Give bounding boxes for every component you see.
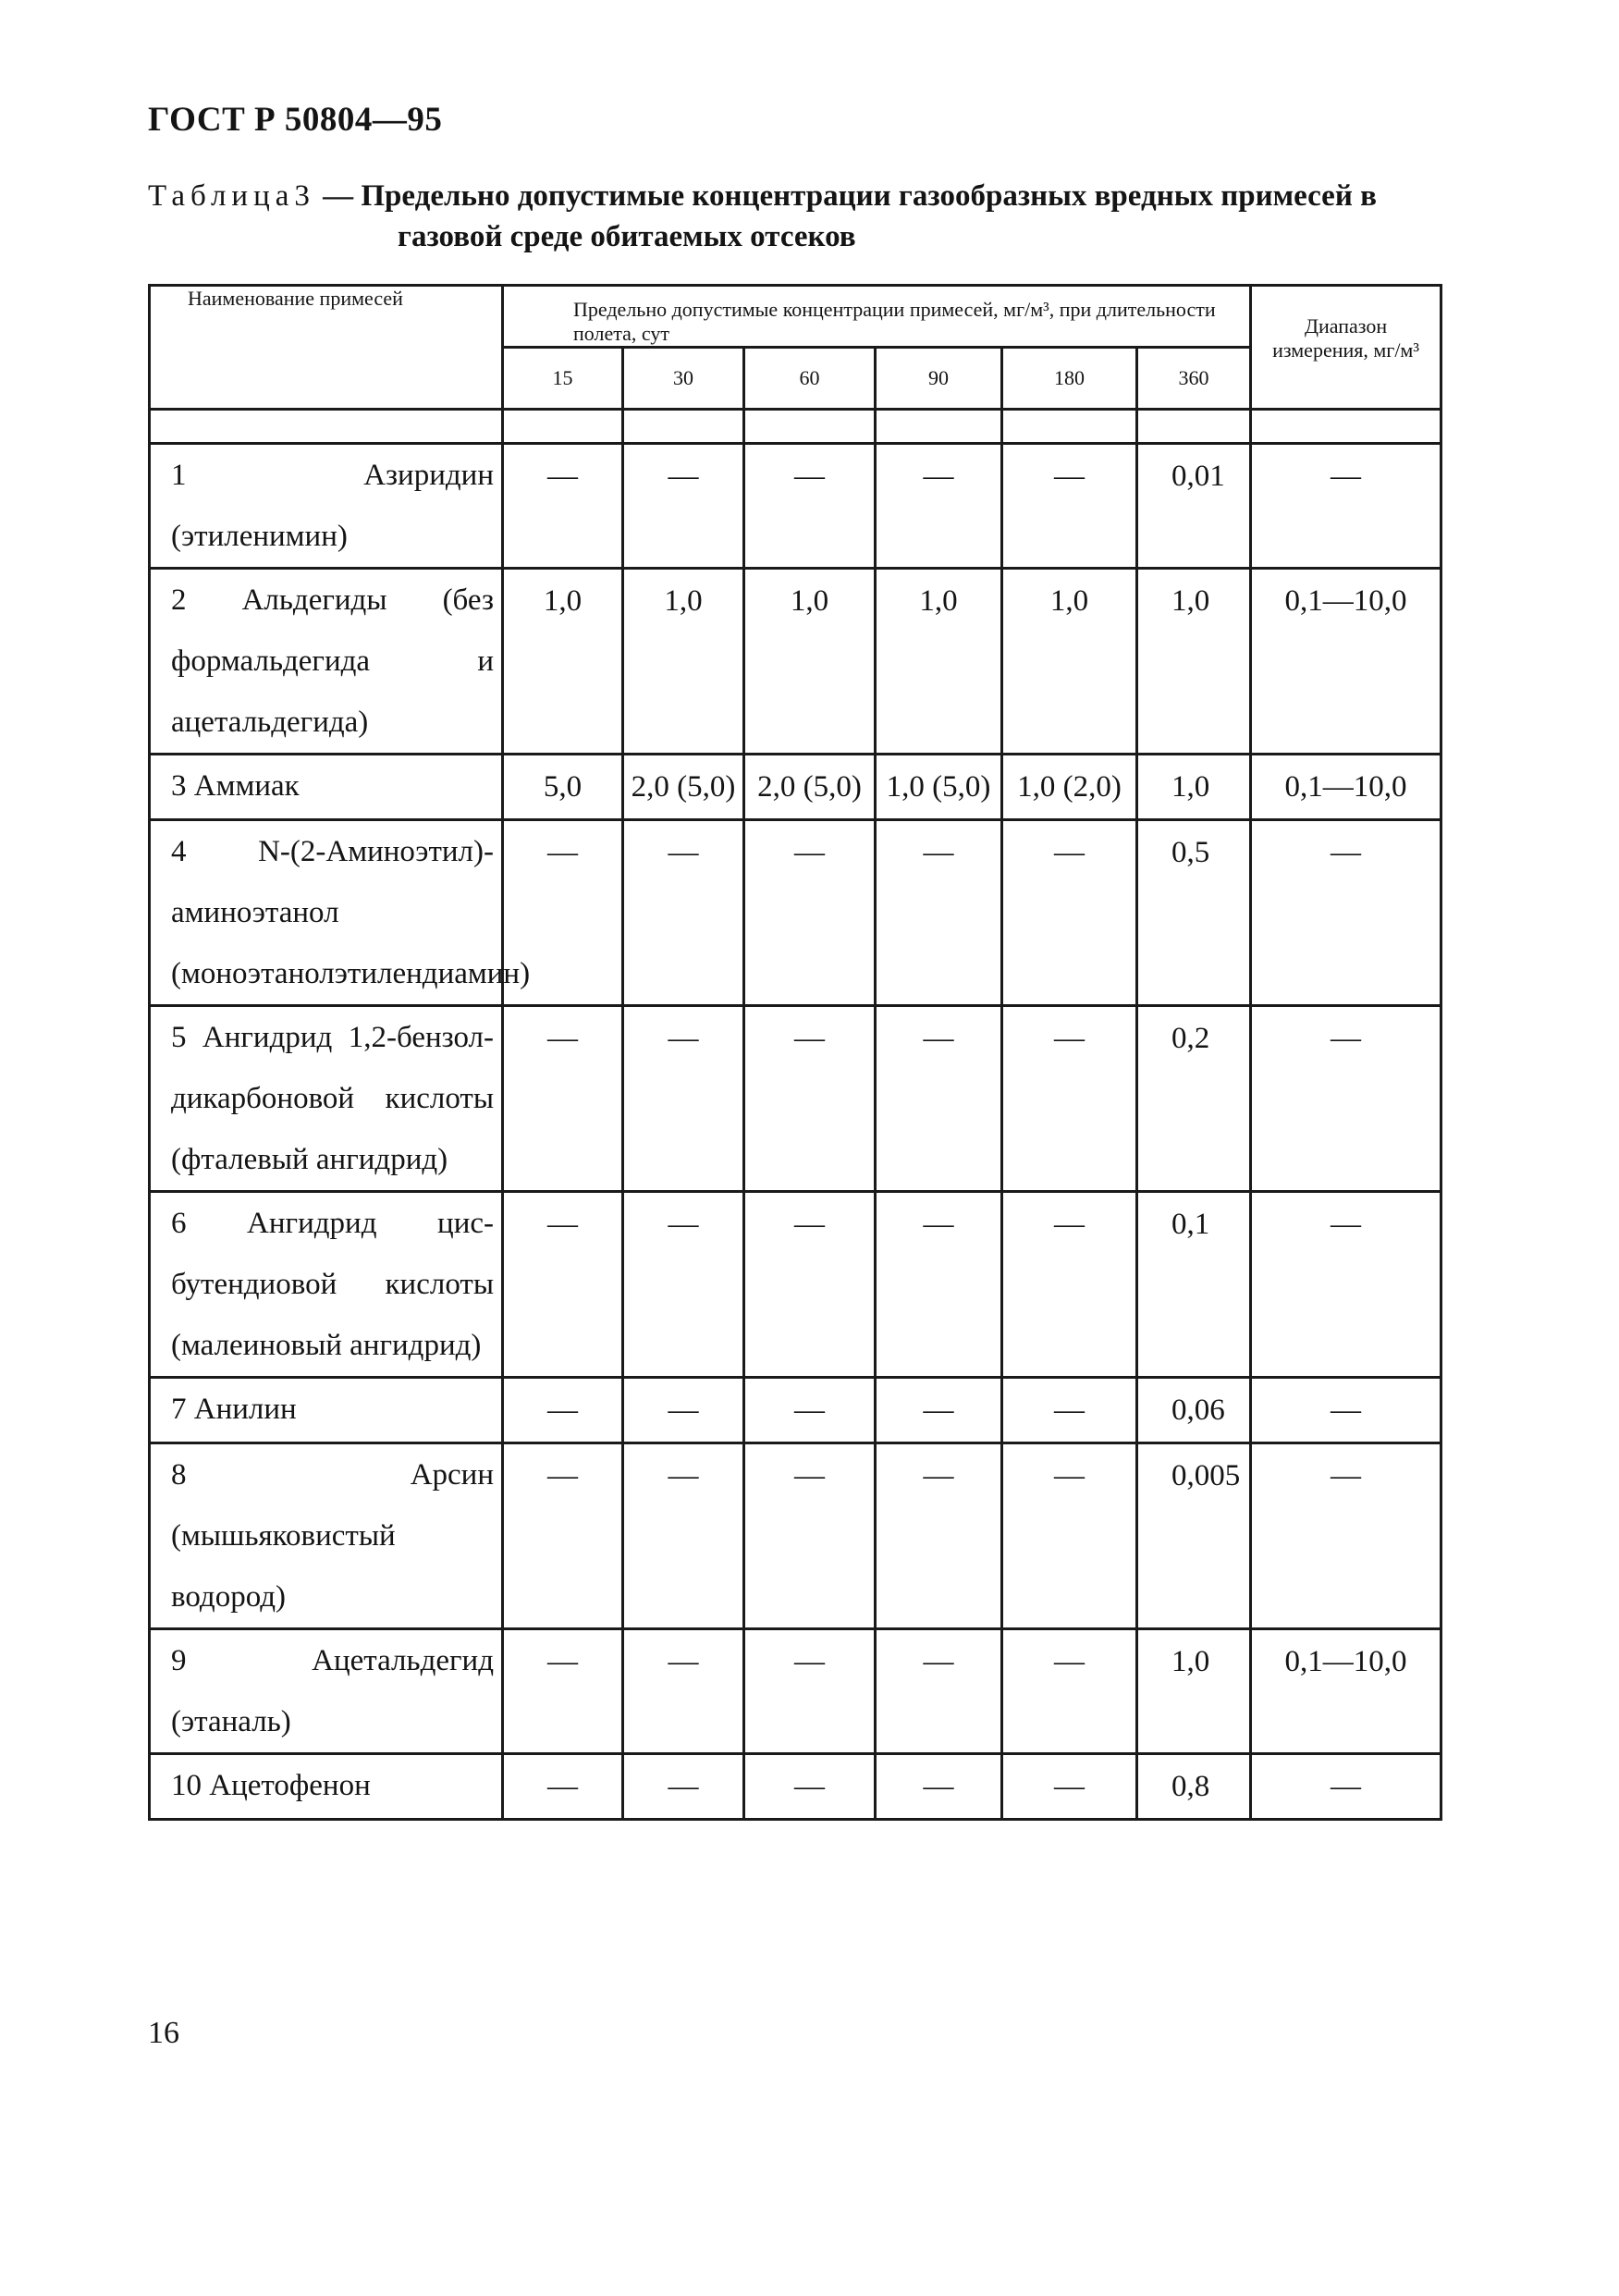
value-cell: —: [503, 820, 623, 1006]
value-cell: —: [1002, 1192, 1137, 1378]
value-cell: 0,06: [1137, 1378, 1251, 1443]
value-cell: —: [876, 1192, 1002, 1378]
value-cell: 1,0: [1137, 1629, 1251, 1754]
value-cell: —: [876, 1754, 1002, 1820]
value-cell: —: [503, 1629, 623, 1754]
value-cell: —: [503, 1443, 623, 1629]
substance-name: 8 Арсин (мышьяковистый водород): [150, 1443, 503, 1629]
value-cell: —: [503, 1754, 623, 1820]
value-cell: 1,0: [1137, 569, 1251, 755]
range-cell: —: [1251, 1378, 1441, 1443]
value-cell: —: [1002, 1443, 1137, 1629]
value-cell: —: [1002, 820, 1137, 1006]
table-row: [150, 569, 1441, 755]
table-row: [150, 1754, 1441, 1820]
value-cell: —: [503, 1006, 623, 1192]
header-day: 180: [1002, 348, 1137, 410]
value-cell: 1,0: [503, 569, 623, 755]
value-cell: —: [744, 820, 876, 1006]
value-cell: 0,01: [1137, 444, 1251, 569]
value-cell: 1,0: [623, 569, 744, 755]
value-cell: —: [623, 1378, 744, 1443]
value-cell: —: [876, 1378, 1002, 1443]
header-day: 15: [503, 348, 623, 410]
range-cell: 0,1—10,0: [1251, 755, 1441, 820]
value-cell: 1,0: [1002, 569, 1137, 755]
substance-name: 3 Аммиак: [150, 755, 503, 820]
value-cell: —: [623, 1006, 744, 1192]
value-cell: 0,2: [1137, 1006, 1251, 1192]
value-cell: —: [876, 1006, 1002, 1192]
value-cell: —: [876, 1629, 1002, 1754]
substance-name: 9 Ацетальдегид (этаналь): [150, 1629, 503, 1754]
caption-title-line2: газовой среде обитаемых отсеков: [398, 220, 856, 253]
value-cell: —: [876, 1443, 1002, 1629]
value-cell: 1,0 (2,0): [1002, 755, 1137, 820]
caption-dash: —: [323, 179, 354, 213]
value-cell: 1,0: [744, 569, 876, 755]
value-cell: —: [1002, 1754, 1137, 1820]
value-cell: 2,0 (5,0): [623, 755, 744, 820]
substance-name: 6 Ангидрид цис-бутендиовой кислоты (малеиновый ангидрид): [150, 1192, 503, 1378]
caption-label: Таблица3: [148, 179, 315, 213]
header-day: 60: [744, 348, 876, 410]
value-cell: —: [744, 1192, 876, 1378]
table-row: [150, 1443, 1441, 1629]
substance-name: 10 Ацетофенон: [150, 1754, 503, 1820]
table-row: [150, 1006, 1441, 1192]
caption-title-line1: Предельно допустимые концентрации газообразных вредных примесей в: [361, 179, 1377, 213]
value-cell: 5,0: [503, 755, 623, 820]
range-cell: —: [1251, 1006, 1441, 1192]
table-row: [150, 820, 1441, 1006]
value-cell: —: [1002, 1378, 1137, 1443]
header-name: Наименование примесей: [150, 286, 503, 410]
value-cell: —: [744, 1754, 876, 1820]
value-cell: —: [744, 1629, 876, 1754]
spacer-row: [150, 410, 1441, 444]
substance-name: 1 Азиридин (этиленимин): [150, 444, 503, 569]
value-cell: —: [623, 1192, 744, 1378]
substance-name: 7 Анилин: [150, 1378, 503, 1443]
table-caption: [148, 176, 1470, 257]
value-cell: —: [876, 820, 1002, 1006]
table-row: [150, 755, 1441, 820]
standard-header: ГОСТ Р 50804—95: [148, 101, 443, 139]
value-cell: —: [623, 1443, 744, 1629]
value-cell: —: [623, 1754, 744, 1820]
value-cell: —: [744, 1006, 876, 1192]
value-cell: 0,005: [1137, 1443, 1251, 1629]
value-cell: 0,1: [1137, 1192, 1251, 1378]
value-cell: —: [623, 820, 744, 1006]
header-range: Диапазон измерения, мг/м³: [1251, 286, 1441, 410]
value-cell: —: [503, 1192, 623, 1378]
range-cell: —: [1251, 444, 1441, 569]
range-cell: —: [1251, 1754, 1441, 1820]
value-cell: —: [744, 1378, 876, 1443]
value-cell: —: [1002, 1629, 1137, 1754]
value-cell: 1,0: [1137, 755, 1251, 820]
value-cell: —: [744, 1443, 876, 1629]
value-cell: —: [623, 1629, 744, 1754]
range-cell: —: [1251, 1192, 1441, 1378]
substance-name: 2 Альдегиды (без формальдегида и ацетальдегида): [150, 569, 503, 755]
value-cell: 1,0 (5,0): [876, 755, 1002, 820]
value-cell: 2,0 (5,0): [744, 755, 876, 820]
page-number: 16: [148, 2016, 179, 2050]
substance-name: 4 N-(2-Аминоэтил)-аминоэтанол (моноэтанолэтилендиамин): [150, 820, 503, 1006]
value-cell: —: [1002, 1006, 1137, 1192]
header-day: 30: [623, 348, 744, 410]
table-row: [150, 1378, 1441, 1443]
header-day: 90: [876, 348, 1002, 410]
value-cell: 0,8: [1137, 1754, 1251, 1820]
substance-name: 5 Ангидрид 1,2-бензол-дикарбоновой кислоты (фталевый ангидрид): [150, 1006, 503, 1192]
header-day: 360: [1137, 348, 1251, 410]
table-row: [150, 444, 1441, 569]
range-cell: 0,1—10,0: [1251, 1629, 1441, 1754]
table-row: [150, 1192, 1441, 1378]
range-cell: —: [1251, 820, 1441, 1006]
value-cell: —: [876, 444, 1002, 569]
limits-table: [148, 284, 1442, 1821]
value-cell: —: [503, 444, 623, 569]
value-cell: —: [1002, 444, 1137, 569]
range-cell: —: [1251, 1443, 1441, 1629]
range-cell: 0,1—10,0: [1251, 569, 1441, 755]
value-cell: —: [623, 444, 744, 569]
value-cell: 1,0: [876, 569, 1002, 755]
value-cell: —: [503, 1378, 623, 1443]
value-cell: —: [744, 444, 876, 569]
header-group: Предельно допустимые концентрации примесей, мг/м³, при длительности полета, сут: [503, 286, 1251, 348]
value-cell: 0,5: [1137, 820, 1251, 1006]
table-row: [150, 1629, 1441, 1754]
